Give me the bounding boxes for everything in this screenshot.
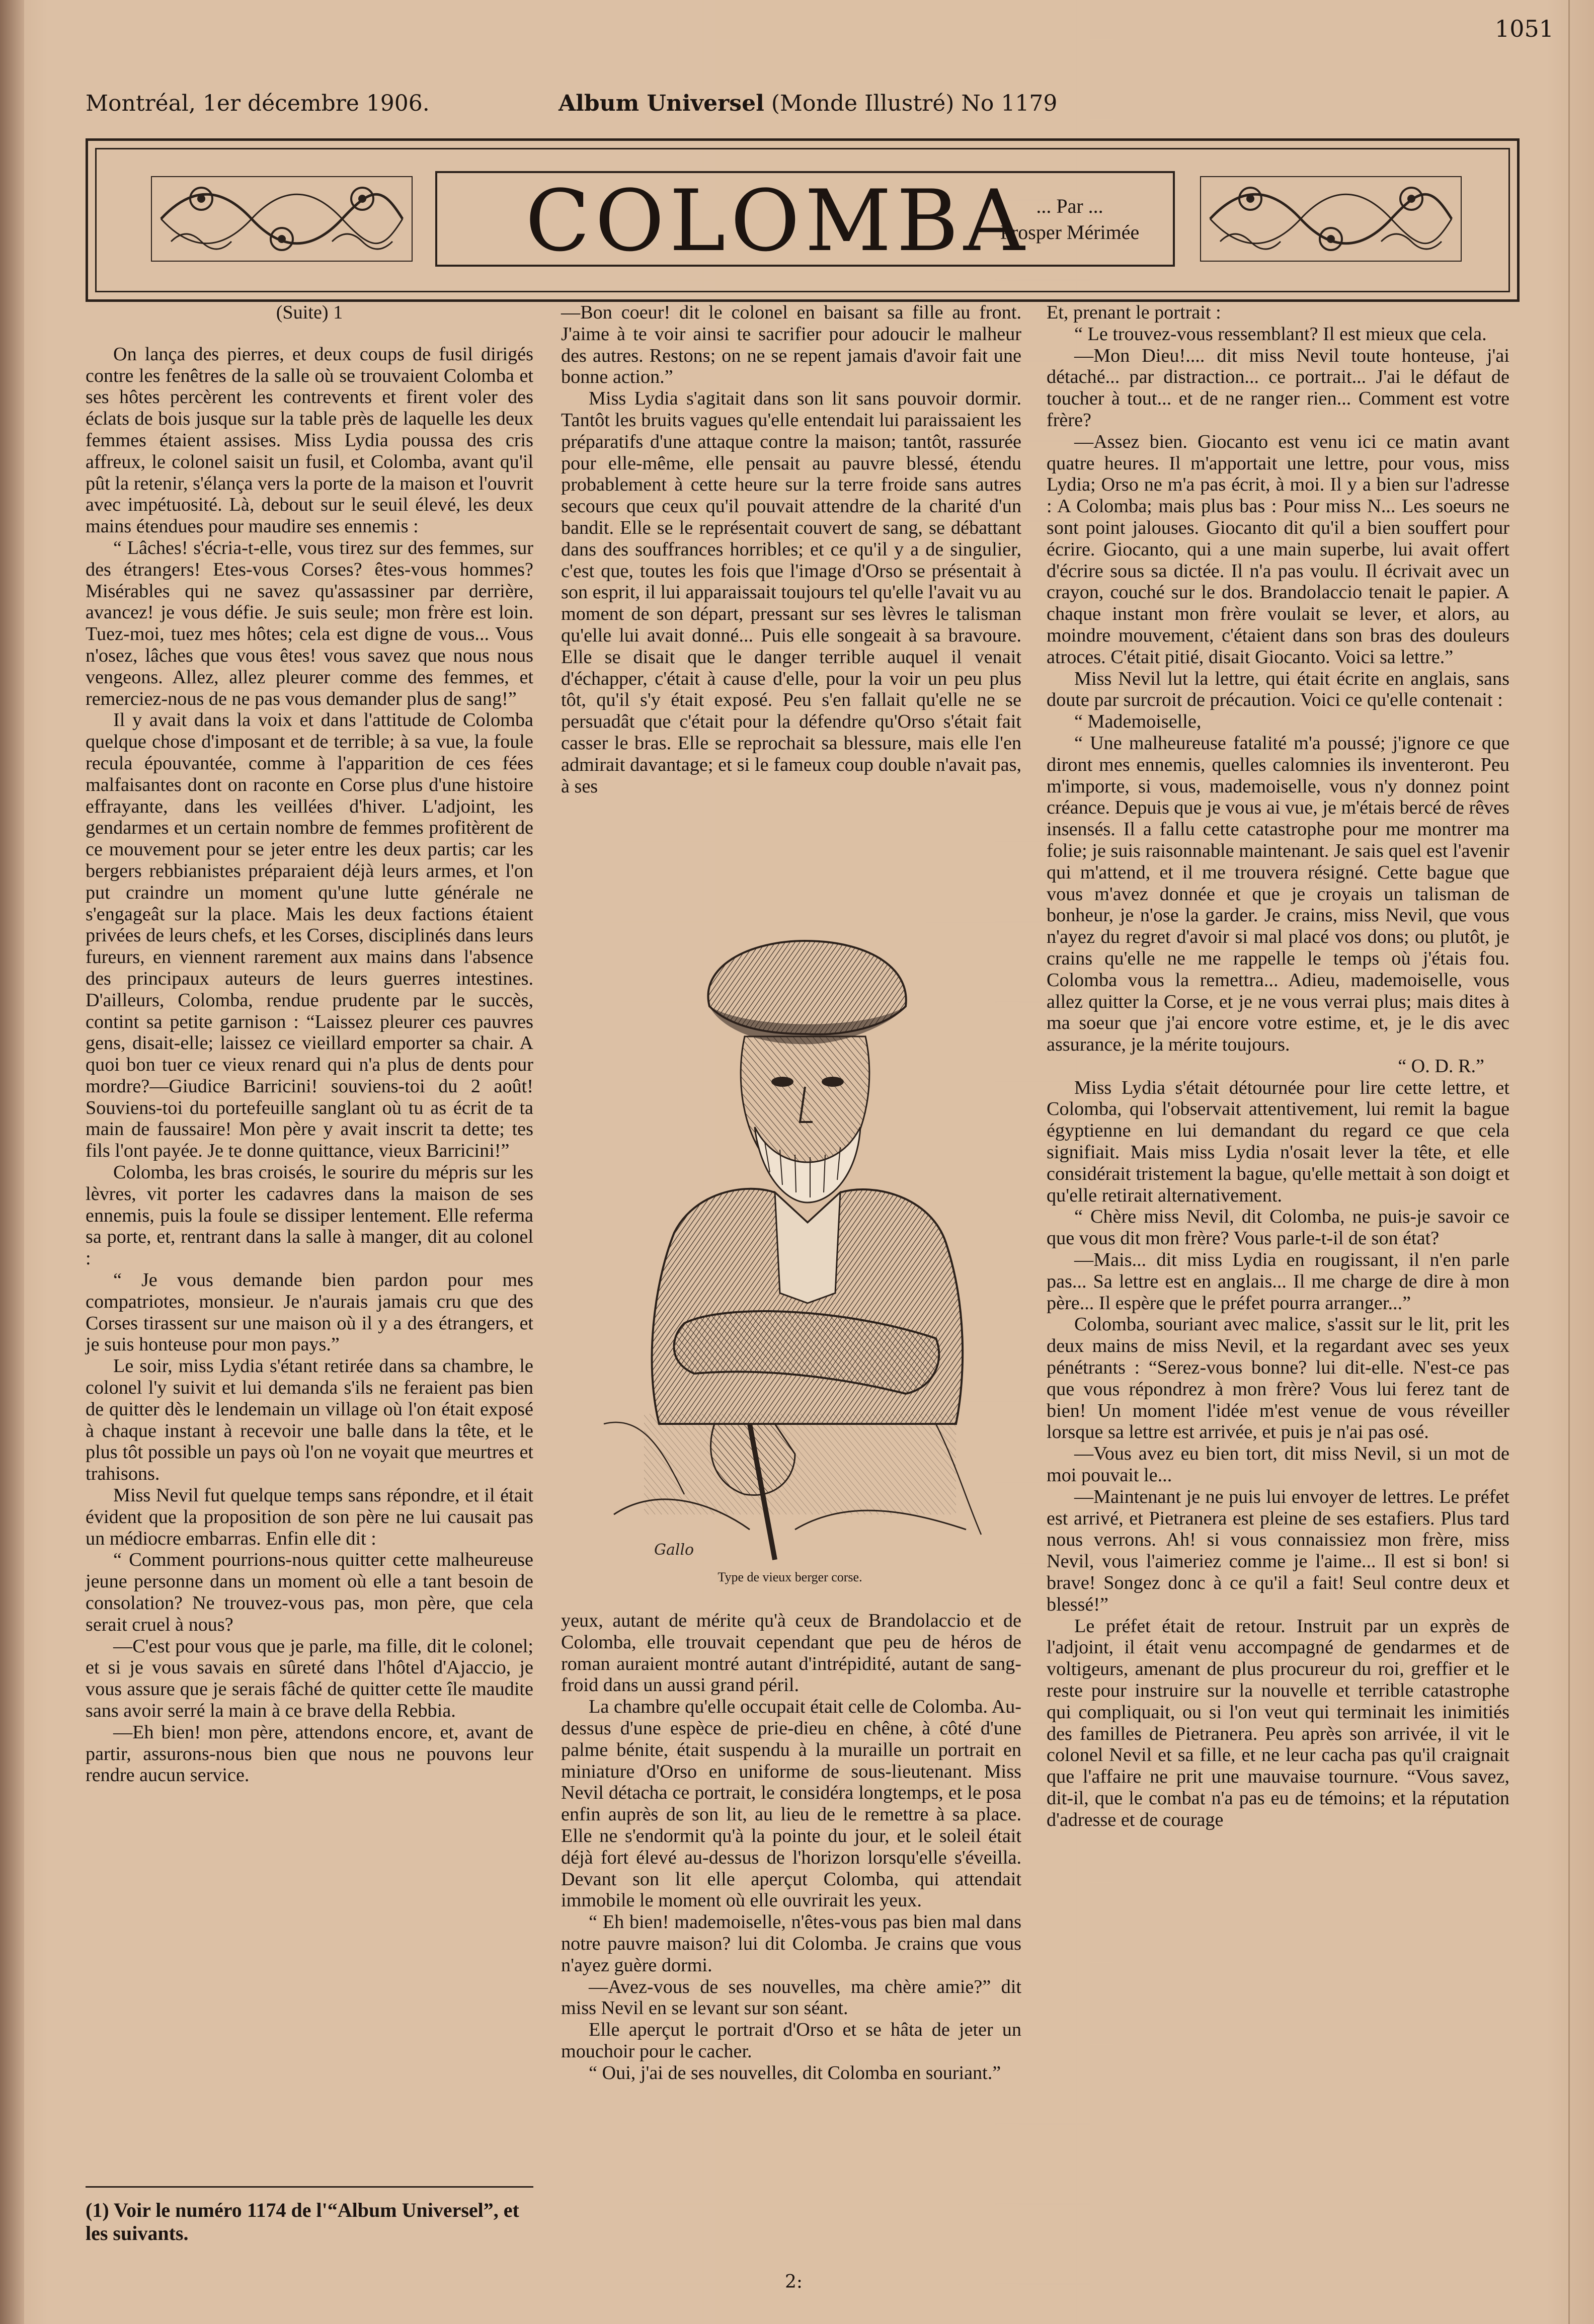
signature-mark: 2: [785, 2272, 803, 2292]
title-banner [86, 138, 1520, 302]
paragraph: —Mais... dit miss Lydia en rougissant, il n'en parle pas... Sa lettre est en anglais... Il me charge de dire à mon père... Il espère que le préfet pourra arranger...” [1047, 1249, 1509, 1314]
column-1 [86, 302, 533, 1786]
paragraph: “ Comment pourrions-nous quitter cette malheureuse jeune personne dans un moment où elle a tant besoin de consolation? Ne trouvez-vous pas, mon père, que cela serait cruel à nous? [86, 1549, 533, 1635]
paragraph: Il y avait dans la voix et dans l'attitude de Colomba quelque chose d'imposant et de terrible; à sa vue, la foule recula épouvantée, comme à l'apparition de ces fées malfaisantes dont on raconte en Corse plus d'une histoire effrayante, dans les veillées d'hiver. L'adjoint, les gendarmes et un certain nombre de femmes profitèrent de ce mouvement pour se jeter entre les deux partis; car les bergers rebbianistes préparaient déjà leurs armes, et l'on put craindre un moment qu'une lutte générale ne s'engageât sur la place. Mais les deux factions étaient privées de leurs chefs, et les Corses, disciplinés dans leurs fureurs, en viennent rarement aux mains dans l'absence des principaux auteurs de leurs guerres intestines. D'ailleurs, Colomba, rendue prudente par le succès, contint sa petite garnison : “Laissez pleurer ces pauvres gens, disait-elle; laissez ce vieillard emporter sa chair. A quoi bon tuer ce vieux renard qui n'a plus de dents pour mordre?—Giudice Barricini! souviens-toi du 2 août! Souviens-toi du portefeuille sanglant où tu as écrit de ta main de faussaire! Mon père y avait inscrit ta dette; tes fils l'ont payée. Je te donne quittance, vieux Barricini!” [86, 709, 533, 1162]
suite-label: (Suite) 1 [276, 302, 343, 323]
title-box [435, 171, 1175, 270]
paragraph: Miss Lydia s'agitait dans son lit sans pouvoir dormir. Tantôt les bruits vagues qu'elle entendait lui paraissaient les préparatifs d'une attaque contre la maison; tantôt, rassurée pour elle-même, elle pensait au pauvre blessé, étendu probablement à cette heure sur la terre froide sans autres secours que ceux qu'il pouvait attendre de la charité d'un bandit. Elle se le représentait couvert de sang, se débattant dans des souffrances horribles; et ce qu'il y a de singulier, c'est que, toutes les fois que l'image d'Orso se présentait à son esprit, il lui apparaissait toujours tel qu'elle l'avait vu au moment de son départ, pressant sur ses lèvres le talisman qu'elle lui avait donné... Puis elle songeait à sa bravoure. Elle se disait que le danger terrible auquel il venait d'échapper, c'était à cause d'elle, pour la voir un peu plus tôt, qu'il s'y était exposé. Peu s'en fallait qu'elle ne se persuadât que c'était pour la défendre qu'Orso s'était fait casser le bras. Elle se reprochait sa blessure, mais elle l'en admirait davantage; et si le fameux coup double n'avait pas, à ses [561, 388, 1021, 797]
story-title: COLOMBA [525, 172, 1030, 270]
paragraph: Miss Nevil fut quelque temps sans répondre, et il était évident que la proposition de son père ne lui causait pas un médiocre embarras. Enfin elle dit : [86, 1485, 533, 1549]
paragraph: “ Le trouvez-vous ressemblant? Il est mieux que cela. [1074, 323, 1487, 345]
page-edge [1568, 0, 1570, 2324]
illustration-caption: Type de vieux berger corse. [718, 1570, 862, 1584]
magazine-title [559, 91, 1057, 116]
paragraph: —C'est pour vous que je parle, ma fille, dit le colonel; et si je vous savais en sûreté dans l'hôtel d'Ajaccio, je vous assure que je serais fâché de quitter cette île maudite sans avoir serré la main à ce brave della Rebbia. [86, 1635, 533, 1721]
paragraph: “ Lâches! s'écria-t-elle, vous tirez sur des femmes, sur des étrangers! Etes-vous Corses? êtes-vous hommes? Misérables qui ne savez qu'assassiner par derrière, avancez! je vous défie. Je suis seule; mon frère est loin. Tuez-moi, tuez mes hôtes; cela est digne de vous... Vous n'osez, lâches que vous êtes! vous savez que nous nous vengeons. Allez, allez pleurer comme des femmes, et remerciez-nous de ne pas vous demander plus de sang!” [86, 537, 533, 709]
author-name: Prosper Mérimée [1000, 221, 1140, 244]
column-3 [1047, 302, 1509, 1831]
letter-signature: “ O. D. R.” [1398, 1055, 1484, 1077]
byline-par: ... Par ... [1036, 195, 1103, 217]
paragraph: —Maintenant je ne puis lui envoyer de lettres. Le préfet est arrivé, et Pietranera est pleine de ses estafiers. Plus tard nous verrons. Ah! si vous connaissiez mon frère, miss Nevil, vous l'aimeriez comme je l'aime... Il est si bon! si brave! Songez donc à ce qu'il a fait! Seul contre deux et blessé!” [1047, 1486, 1509, 1615]
column-2-top [561, 302, 1021, 797]
paragraph: yeux, autant de mérite qu'à ceux de Brandolaccio et de Colomba, elle trouvait cependant que peu de héros de roman auraient montré autant d'intrépidité, autant de sang-froid dans un aussi grand péril. [561, 1610, 1021, 1696]
paragraph: Elle aperçut le portrait d'Orso et se hâta de jeter un mouchoir pour le cacher. [561, 2019, 1021, 2062]
paragraph: Miss Nevil lut la lettre, qui était écrite en anglais, sans doute par surcroit de précaution. Voici ce qu'elle contenait : [1047, 668, 1509, 711]
running-header [86, 91, 1560, 126]
paragraph: La chambre qu'elle occupait était celle de Colomba. Au-dessus d'une espèce de prie-dieu en chêne, à côté d'une palme bénite, était suspendu à la muraille un portrait en miniature d'Orso en uniforme de sous-lieutenant. Miss Nevil détacha ce portrait, le considéra longtemps, et le posa enfin auprès de son lit, au lieu de le remettre à sa place. Elle ne s'endormit qu'à la pointe du jour, et le soleil était déjà fort élevé au-dessus de l'horizon lorsqu'elle s'éveilla. Devant son lit elle aperçut Colomba, qui attendait immobile le moment où elle ouvrirait les yeux. [561, 1696, 1021, 1911]
illustration-old-shepherd [584, 921, 991, 1565]
artist-signature: Gallo [654, 1541, 694, 1559]
paragraph: Le préfet était de retour. Instruit par un exprès de l'adjoint, il était venu accompagné de gendarmes et de voltigeurs, amenant de plus procureur du roi, greffier et le reste pour instruire sur la nouvelle et terrible catastrophe qui compliquait, ou si l'on veut qui terminait les inimitiés des familles de Pietranera. Peu après son arrivée, il vit le colonel Nevil et sa fille, et ne leur cacha pas qu'il craignait que l'affaire ne prit une mauvaise tournure. “Vous savez, dit-il, que le combat n'a pas eu de témoins; et la réputation d'adresse et de courage [1047, 1615, 1509, 1830]
paragraph: Et, prenant le portrait : [1047, 302, 1221, 323]
paragraph: —Mon Dieu!.... dit miss Nevil toute honteuse, j'ai détaché... par distraction... ce portrait... J'ai le défaut de toucher à tout... et de ne ranger rien... Comment est votre frère? [1047, 345, 1509, 431]
floral-ornament-right-icon [1200, 176, 1462, 262]
paragraph: Colomba, souriant avec malice, s'assit sur le lit, prit les deux mains de miss Nevil, et la regardant avec ses yeux pénétrants : “Serez-vous bonne? lui dit-elle. N'est-ce pas que vous répondrez à mon frère? Vous lui ferez tant de bien! Un moment l'idée m'est venue de vous réveiller lorsque sa lettre est arrivée, et puis je n'ai pas osé. [1047, 1314, 1509, 1443]
paragraph: —Vous avez eu bien tort, dit miss Nevil, si un mot de moi pouvait le... [1047, 1443, 1509, 1486]
binding-spine [0, 0, 24, 2324]
paragraph: —Assez bien. Giocanto est venu ici ce matin avant quatre heures. Il m'apportait une lettre, pour vous, miss Lydia; Orso ne m'a pas écrit, à moi. Il y a bien sur l'adresse : A Colomba; mais plus bas : Pour miss N... Les soeurs ne sont point jalouses. Giocanto dit qu'il a bien souffert pour écrire. Giocanto, qui a une main superbe, lui avait offert d'écrire sous sa dictée. Il n'a pas voulu. Il écrivait avec un crayon, couché sur le dos. Brandolaccio tenait le papier. A chaque instant mon frère voulait se lever, et alors, au moindre mouvement, c'étaient dans son bras des douleurs atroces. C'était pitié, disait Giocanto. Voici sa lettre.” [1047, 431, 1509, 668]
dateline: Montréal, 1er décembre 1906. [86, 91, 430, 116]
paragraph: —Eh bien! mon père, attendons encore, et, avant de partir, assurons-nous bien que nous ne pouvons leur rendre aucun service. [86, 1721, 533, 1786]
footnote-rule [86, 2186, 533, 2188]
paragraph: “ Une malheureuse fatalité m'a poussé; j'ignore ce que diront mes ennemis, quelles calomnies ils inventeront. Peu m'importe, si vous, mademoiselle, vous n'y donnez point créance. Depuis que je vous ai vue, je m'étais bercé de rêves insensés. Il a fallu cette catastrophe pour me montrer ma folie; je suis raisonnable maintenant. Je sais quel est l'avenir qui m'attend, et il me trouvera résigné. Cette bague que vous m'avez donnée et que je croyais un talisman de bonheur, je n'ose la garder. Je crains, miss Nevil, que vous n'ayez du regret d'avoir si mal placé vos dons; ou plutôt, je crains qu'elle ne me rappelle le temps où j'étais fou. Colomba vous la remettra... Adieu, mademoiselle, vous allez quitter la Corse, et je ne vous verrai plus; mais dites à ma soeur que j'ai encore votre estime, et, je le dis avec assurance, je la mérite toujours. [1047, 732, 1509, 1056]
paragraph: “ Oui, j'ai de ses nouvelles, dit Colomba en souriant.” [589, 2062, 1001, 2083]
paragraph: “ Je vous demande bien pardon pour mes compatriotes, monsieur. Je n'aurais jamais cru que des Corses tirassent sur une maison où il y a des étrangers, et je suis honteuse pour mon pays.” [86, 1269, 533, 1355]
paragraph: “ Chère miss Nevil, dit Colomba, ne puis-je savoir ce que vous dit mon frère? Vous parle-t-il de son état? [1047, 1206, 1509, 1249]
paragraph: “ Mademoiselle, [1074, 711, 1202, 733]
paragraph: —Avez-vous de ses nouvelles, ma chère amie?” dit miss Nevil en se levant sur son séant. [561, 1976, 1021, 2019]
magazine-issue: (Monde Illustré) No 1179 [771, 91, 1058, 116]
floral-ornament-left-icon [151, 176, 413, 262]
byline [987, 193, 1153, 246]
page-number: 1051 [1494, 15, 1554, 42]
column-2-bottom [561, 1610, 1021, 2084]
paragraph: On lança des pierres, et deux coups de fusil dirigés contre les fenêtres de la salle où se trouvaient Colomba et ses hôtes percèrent les contrevents et firent voler des éclats de bois jusque sur la table près de laquelle les deux femmes étaient assises. Miss Lydia poussa des cris affreux, le colonel saisit un fusil, et Colomba, avant qu'il pût la retenir, s'élança vers la porte de la maison et l'ouvrit avec impétuosité. Là, debout sur le seuil élevé, les deux mains étendues pour maudire ses ennemis : [86, 343, 533, 537]
paragraph: “ Eh bien! mademoiselle, n'êtes-vous pas bien mal dans notre pauvre maison? lui dit Colomba. Je crains que vous n'ayez guère dormi. [561, 1911, 1021, 1976]
paragraph: Colomba, les bras croisés, le sourire du mépris sur les lèvres, vit porter les cadavres dans la maison de ses ennemis, puis la foule se dissiper lentement. Elle referma sa porte, et, rentrant dans la salle à manger, dit au colonel : [86, 1162, 533, 1269]
footnote: (1) Voir le numéro 1174 de l'“Album Universel”, et les suivants. [86, 2199, 519, 2245]
paragraph: Le soir, miss Lydia s'étant retirée dans sa chambre, le colonel l'y suivit et lui demanda s'ils ne feraient pas bien de quitter dès le lendemain un village où l'on était exposé à chaque instant à recevoir une balle dans la tête, et le plus tôt possible un pays où l'on ne voyait que meurtres et trahisons. [86, 1355, 533, 1485]
paragraph: —Bon coeur! dit le colonel en baisant sa fille au front. J'aime à te voir ainsi te sacrifier pour adoucir le malheur des autres. Restons; on ne se repent jamais d'avoir fait une bonne action.” [561, 302, 1021, 388]
paragraph: Miss Lydia s'était détournée pour lire cette lettre, et Colomba, qui l'observait attentivement, lui remit la bague égyptienne en lui demandant du regard ce que cela signifiait. Mais miss Lydia n'osait lever la tête, et elle considérait tristement la bague, qu'elle mettait à son doigt et qu'elle retirait alternativement. [1047, 1077, 1509, 1206]
magazine-name: Album Universel [559, 91, 764, 116]
